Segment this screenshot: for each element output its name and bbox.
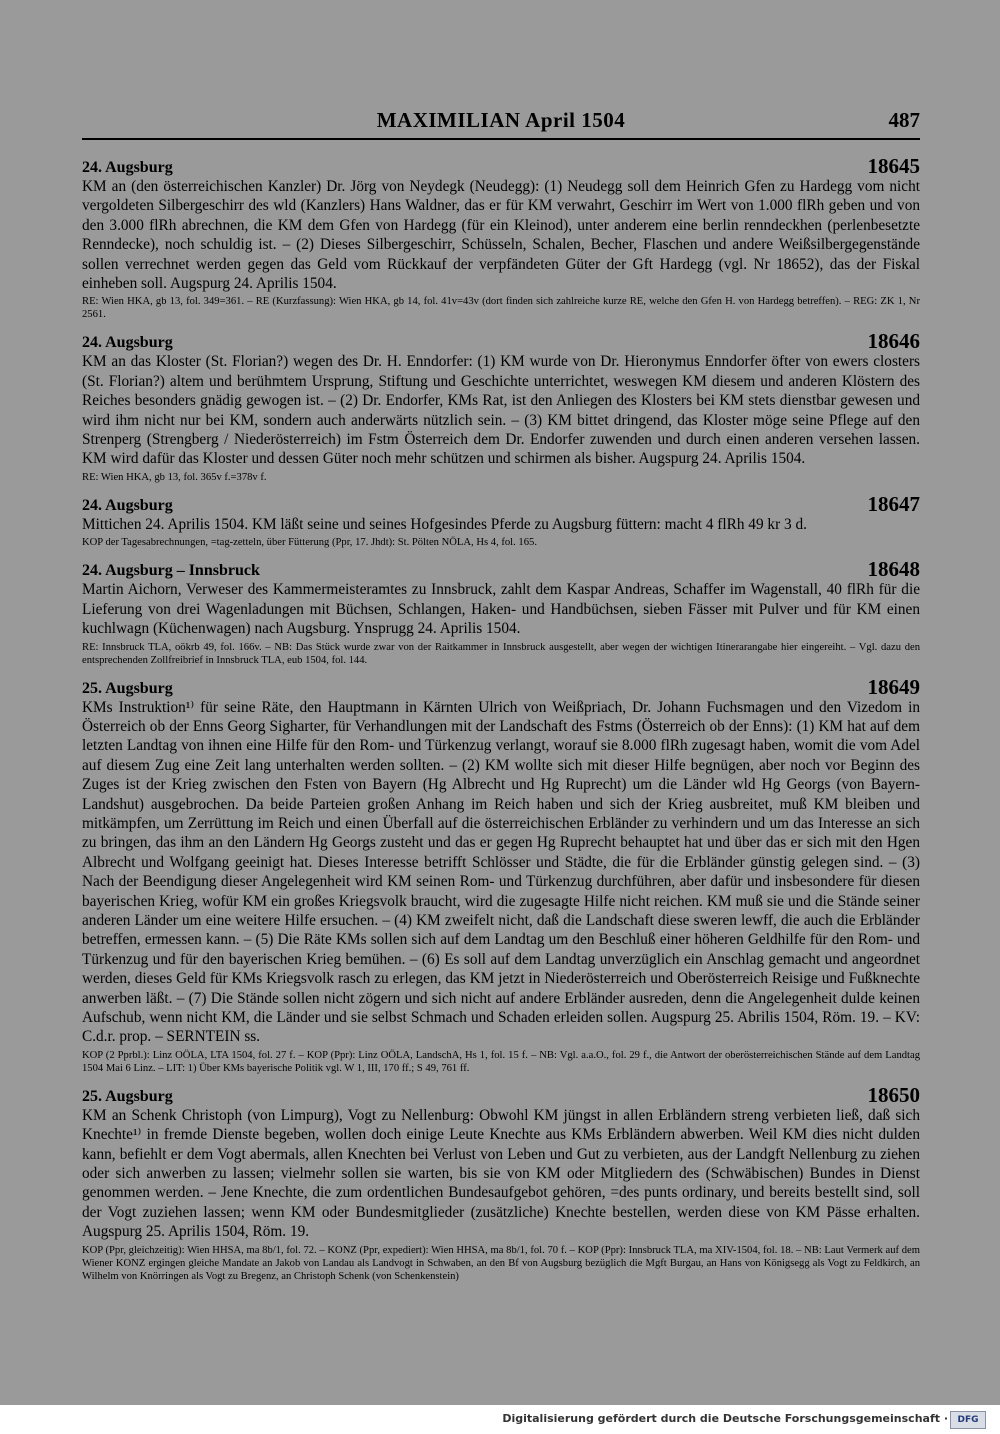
- entry-text: Martin Aichorn, Verweser des Kammermeisteramtes zu Innsbruck, zahlt dem Kaspar Andreas, Schaffer im Wagenstall, 40 flRh für die Lieferung von drei Wagenladungen mit Büchsen, Schlangen, Haken- und Handbüchsen, sieben Fässer mit Pulver und für KM einen kuchlwagn (Küchenwagen) nach Augsburg. Ynsprugg 24. Aprilis 1504.: [82, 581, 920, 638]
- entry-text: KM an Schenk Christoph (von Limpurg), Vogt zu Nellenburg: Obwohl KM jüngst in allen Erbländern streng verbieten ließ, daß sich Knechte¹⁾ in fremde Dienste begeben, wollen doch einige Leute Knechte aus KMs Erbländern abwerben. Weil KM dies nicht dulden kann, befiehlt er dem Vogt abermals, allen Knechten bei Verlust von Leben und Gut zu verbieten, aus der Landgft Nellenburg zu ziehen oder sich anwerben zu lassen; vielmehr sollen sie warten, bis sie von KM oder Mitgliedern des (Schwäbischen) Bundes in Dienst genommen werden. – Jene Knechte, die zum ordentlichen Bundesaufgebot gehören, =des punts ordinary, und bereits bestellt sind, soll der Vogt zuziehen lassen; wenn KM oder Bundesmitglieder (zusätzliche) Knechte bestellen, werden diese von KM Pässe erhalten. Augspurg 25. Aprilis 1504, Röm. 19.: [82, 1106, 920, 1241]
- entry-source-note: RE: Wien HKA, gb 13, fol. 365v f.=378v f.: [82, 471, 267, 483]
- entries-column: [82, 155, 920, 1292]
- running-title: MAXIMILIAN April 1504: [376, 108, 626, 132]
- entry-18645: [82, 155, 920, 321]
- entry-number: 18649: [867, 674, 920, 699]
- entry-text: Mittichen 24. Aprilis 1504. KM läßt seine und seines Hofgesindes Pferde zu Augsburg füttern: macht 4 flRh 49 kr 3 d.: [82, 515, 807, 533]
- entry-text: KM an (den österreichischen Kanzler) Dr. Jörg von Neydegk (Neudegg): (1) Neudegg soll dem Heinrich Gfen zu Hardegg vom nicht vergoldeten Silbergeschirr des wld (Kanzlers) Hans Waldner, das er für KM verwahrt, Geschirr im Wert von 1.000 flRh geben und von den 3.000 flRh abrechnen, die KM dem Gfen von Hardegg (für ein Kleinod), unter anderem eine berlin renndeckhen (perlenbesetzte Renndecke), noch schuldig ist. – (2) Dieses Silbergeschirr, Schüsseln, Schalen, Becher, Flaschen und andere Weißsilbergegenstände sollen verrechnet werden gegen das Geld vom Rückkauf der verpfändeten Güter der Gft Hardegg (vgl. Nr 18652), das der Fiskal einheben soll. Augspurg 24. Aprilis 1504.: [82, 178, 920, 293]
- digitization-footer: [0, 1405, 1000, 1434]
- entry-text: KMs Instruktion¹⁾ für seine Räte, den Hauptmann in Kärnten Ulrich von Weißpriach, Dr. Johann Fuchsmagen und den Vizedom in Österreich ob der Enns Georg Sigharter, für Verhandlungen mit der Landschaft des Fstms (Österreich ob der Enns): (1) KM hat auf dem letzten Landtag von ihnen eine Hilfe für den Rom- und Türkenzug verlangt, worauf sie 8.000 flRh zugesagt haben, womit die vom Adel auf diesem Zug eine Zeit lang unterhalten werden sollten. – (2) KM wollte sich mit dieser Hilfe begnügen, aber noch vor Beginn des Zuges ist der Krieg zwischen den Fsten von Bayern (Hg Albrecht und Hg Ruprecht) um die Länder wld Hg Georgs (von Bayern-Landshut) ausgebrochen. Da beide Parteien großen Anhang im Reich haben und sich der Krieg ausbreitet, muß KM bleiben und mitkämpfen, um Zerrüttung im Reich und einen Überfall auf die österreichischen Erbländer zu verhindern und um das Interesse an sich zu bringen, das ihm an den Ländern Hg Georgs zusteht und das er gegen Hg Ruprecht behauptet hat und über das er sich mit den Hgen Albrecht und Wolfgang geeinigt hat. Dieses Interesse betrifft Schlösser und Städte, die für die Erbländer günstig gelegen sind. – (3) Nach der Beendigung dieser Angelegenheit wird KM seinen Rom- und Türkenzug durchführen, aber dafür und insbesondere für diesen bayerischen Krieg, wofür KM ein großes Kriegsvolk braucht, wird die zugesagte Hilfe nicht reichen. KM muß sie und die Stände seiner anderen Länder um eine weitere Hilfe ersuchen. – (4) KM zweifelt nicht, daß die Landschaft diese sweren lewff, die auch die Erbländer betreffen, ermessen kann. – (5) Die Räte KMs sollen sich auf dem Landtag um den Beschluß einer höheren Geldhilfe für den Rom- und Türkenzug und für den bayerischen Krieg bemühen. – (6) Es soll auf dem Landtag unverzüglich ein Anschlag gemacht und angeordnet werden, dieses Geld für KMs Kriegsvolk rasch zu erlegen, das KM jetzt in Niederösterreich und Oberösterreich Reisige und Fußknechte anwerben läßt. – (7) Die Stände sollen nicht zögern und sich nicht auf andere Erbländer ausreden, denn die Angelegenheit dulde keinen Aufschub, wenn nicht KM, die Länder und sie selbst Schmach und Schaden erleiden sollen. Augspurg 25. Abrilis 1504, Röm. 19. – KV: C.d.r. prop. – SERNTEIN ss.: [82, 698, 920, 1046]
- entry-number: 18647: [867, 491, 920, 516]
- entry-date-place: 24. Augsburg: [82, 159, 173, 176]
- entry-18650: [82, 1084, 920, 1283]
- entry-18647: [82, 493, 920, 549]
- entry-date-place: 24. Augsburg – Innsbruck: [82, 562, 260, 580]
- entry-date-place: 25. Augsburg: [82, 1087, 173, 1105]
- entry-18648: [82, 558, 920, 666]
- dfg-logo: DFG: [950, 1411, 986, 1429]
- entry-date-place: 24. Augsburg: [82, 496, 173, 514]
- entry-number: 18646: [867, 329, 920, 354]
- entry-date-place: 25. Augsburg: [82, 679, 173, 697]
- entry-source-note: RE: Wien HKA, gb 13, fol. 349=361. – RE (Kurzfassung): Wien HKA, gb 14, fol. 41v=43v (dort finden sich zahlreiche kurze RE, welche den Gfen H. von Hardegg betreffen). – REG: ZK 1, Nr 2561.: [82, 296, 920, 321]
- entry-source-note: KOP der Tagesabrechnungen, =tag-zetteln, über Fütterung (Ppr, 17. Jhdt): St. Pölten NÖLA, Hs 4, fol. 165.: [82, 537, 537, 549]
- page-header: [82, 108, 920, 140]
- entry-number: 18650: [867, 1082, 920, 1107]
- entry-number: 18648: [867, 557, 920, 582]
- funding-credit: Digitalisierung gefördert durch die Deutsche Forschungsgemeinschaft ·: [502, 1412, 948, 1425]
- entry-18649: [82, 676, 920, 1075]
- entry-18646: [82, 330, 920, 483]
- entry-number: 18645: [867, 154, 920, 178]
- page-number: 487: [888, 108, 920, 132]
- entry-date-place: 24. Augsburg: [82, 334, 173, 352]
- entry-source-note: KOP (Ppr, gleichzeitig): Wien HHSA, ma 8b/1, fol. 72. – KONZ (Ppr, expediert): Wien HHSA, ma 8b/1, fol. 70 f. – KOP (Ppr): Innsbruck TLA, ma XIV-1504, fol. 18. – NB: Laut Vermerk auf dem Wiener KONZ ergingen gleiche Mandate an Jakob von Landau als Landvogt in Schwaben, an den Bf von Augsburg bezüglich die Mgft Burgau, an Hans von Königsegg als Vogt zu Feldkirch, an Wilhelm von Knörringen als Vogt zu Bregenz, an Christoph Schenk (von Schenkenstein): [82, 1244, 920, 1282]
- entry-source-note: KOP (2 Pprbl.): Linz OÖLA, LTA 1504, fol. 27 f. – KOP (Ppr): Linz OÖLA, LandschA, Hs 1, fol. 15 f. – NB: Vgl. a.a.O., fol. 29 f., die Antwort der oberösterreichischen Stände auf dem Landtag 1504 Mai 6 Linz. – LIT: 1) Über KMs bayerische Politik vgl. W 1, III, 170 ff.; S 49, 761 ff.: [82, 1049, 920, 1074]
- entry-text: KM an das Kloster (St. Florian?) wegen des Dr. H. Enndorfer: (1) KM wurde von Dr. Hieronymus Enndorfer öfter von ewers closters (St. Florian?) altem und berühmtem Ursprung, Stiftung und Geschichte unterrichtet, weswegen KM diesem und anderen Klöstern des Reiches besonders gnädig gewogen ist. – (2) Dr. Endorfer, KMs Rat, ist den Anliegen des Klosters bei KM stets dienstbar gewesen und wird ihm nicht nur bei KM, sondern auch anderwärts nützlich sein. – (3) KM bittet dringend, das Kloster möge seine Pflege auf den Strenperg (Strengberg / Niederösterreich) im Fstm Österreich dem Dr. Endorfer zuwenden und durch einen anderen versehen lassen. KM wird dafür das Kloster und dessen Güter noch mehr schützen und schirmen als bisher. Augspurg 24. Aprilis 1504.: [82, 353, 920, 468]
- entry-source-note: RE: Innsbruck TLA, oökrb 49, fol. 166v. – NB: Das Stück wurde zwar von der Raitkammer in Innsbruck ausgestellt, aber wegen der wichtigen Itinerarangabe hier eingereiht. – Vgl. dazu den entsprechenden Zollfreibrief in Innsbruck TLA, eub 1504, fol. 144.: [82, 641, 920, 666]
